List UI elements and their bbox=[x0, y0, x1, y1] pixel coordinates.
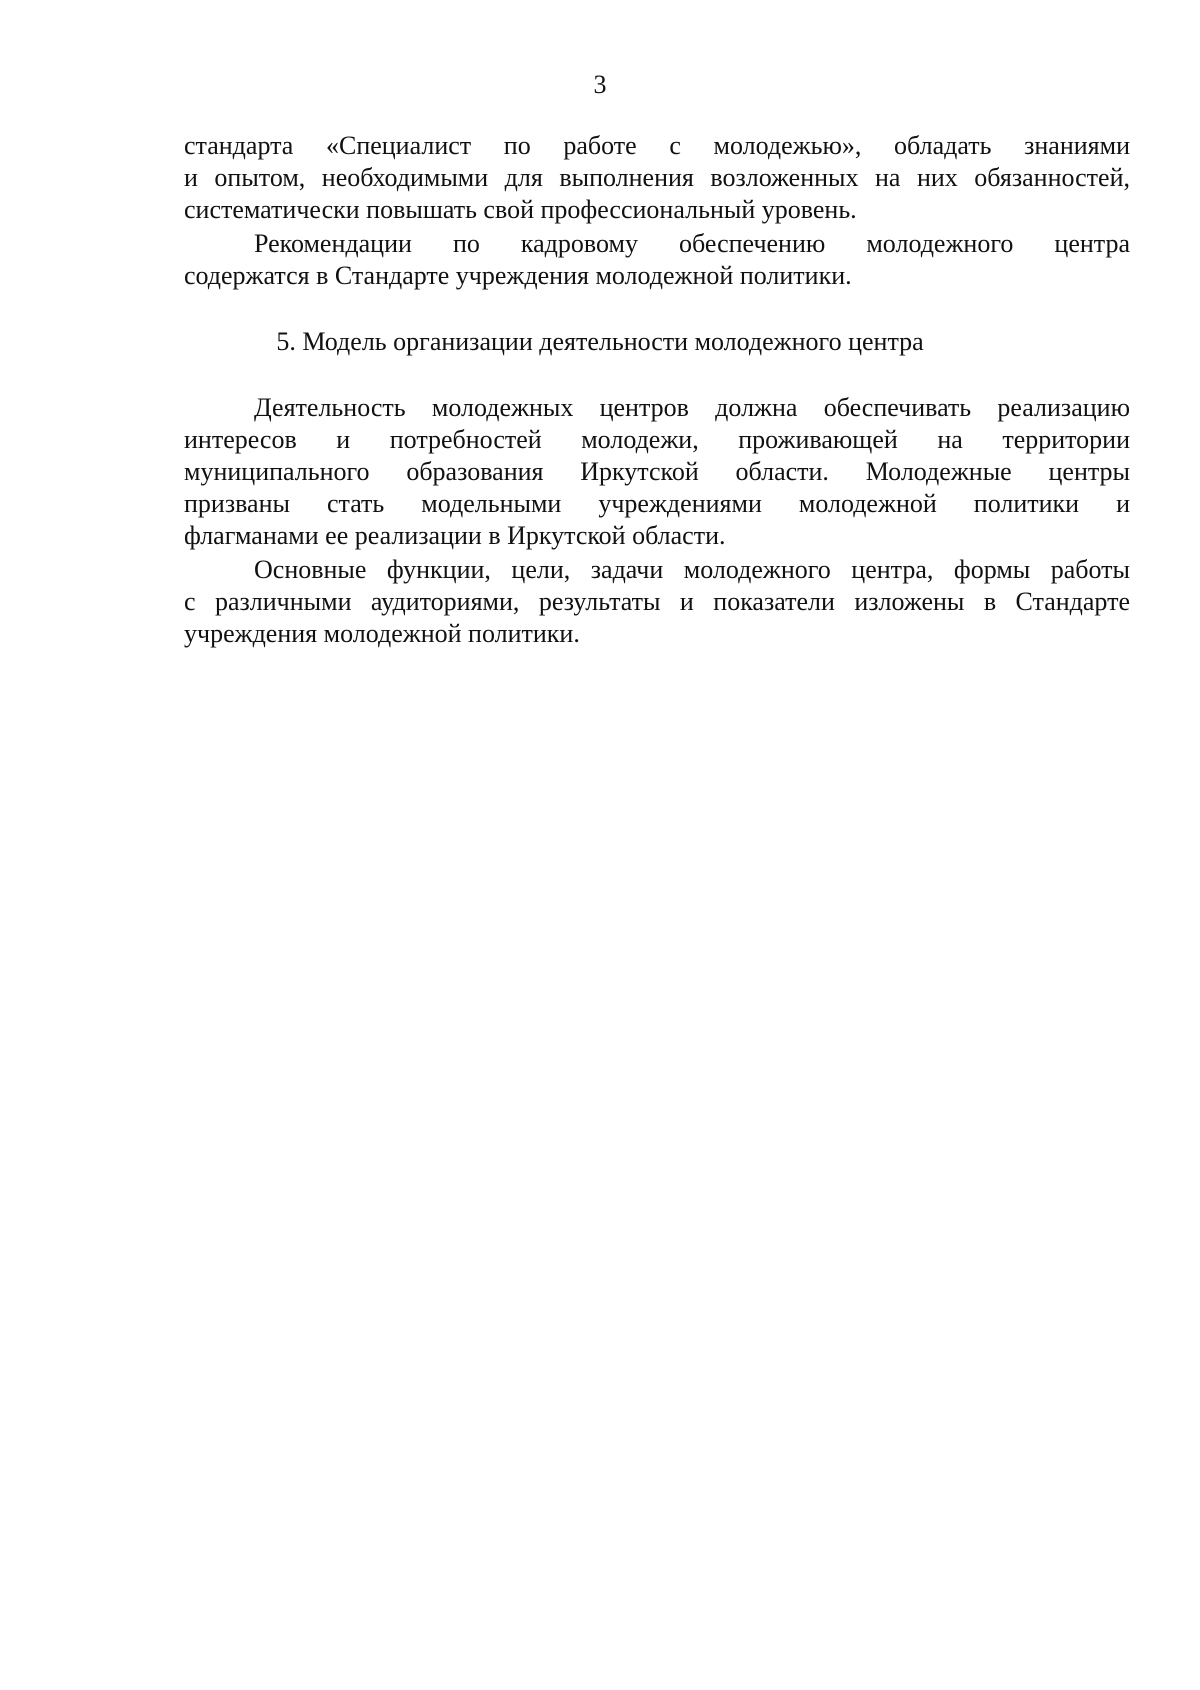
text-line: Деятельность молодежных центров должна обеспечивать реализацию bbox=[254, 393, 1130, 422]
text-line: систематически повышать свой профессиональный уровень. bbox=[184, 195, 857, 224]
text-line: Основные функции, цели, задачи молодежного центра, формы работы bbox=[254, 555, 1130, 584]
paragraph-main-functions bbox=[184, 554, 1130, 650]
text-line: призваны стать модельными учреждениями молодежной политики и bbox=[184, 489, 1130, 518]
paragraph-staffing-recommendations bbox=[184, 228, 1130, 292]
text-line: с различными аудиториями, результаты и показатели изложены в Стандарте bbox=[184, 587, 1130, 616]
text-line: флагманами ее реализации в Иркутской области. bbox=[184, 521, 726, 550]
text-line: Рекомендации по кадровому обеспечению молодежного центра bbox=[254, 229, 1130, 258]
text-line: и опытом, необходимыми для выполнения возложенных на них обязанностей, bbox=[184, 163, 1130, 192]
section-heading: 5. Модель организации деятельности молодежного центра bbox=[276, 327, 924, 356]
text-line: интересов и потребностей молодежи, проживающей на территории bbox=[184, 425, 1130, 454]
text-line: стандарта «Специалист по работе с молодежью», обладать знаниями bbox=[184, 131, 1130, 160]
paragraph-youth-centers-activity bbox=[184, 392, 1130, 552]
text-line: учреждения молодежной политики. bbox=[184, 619, 580, 648]
page-number: 3 bbox=[593, 70, 607, 99]
paragraph-staff-requirements bbox=[184, 130, 1130, 226]
text-line: содержатся в Стандарте учреждения молодежной политики. bbox=[184, 261, 852, 290]
text-line: муниципального образования Иркутской области. Молодежные центры bbox=[184, 457, 1130, 486]
